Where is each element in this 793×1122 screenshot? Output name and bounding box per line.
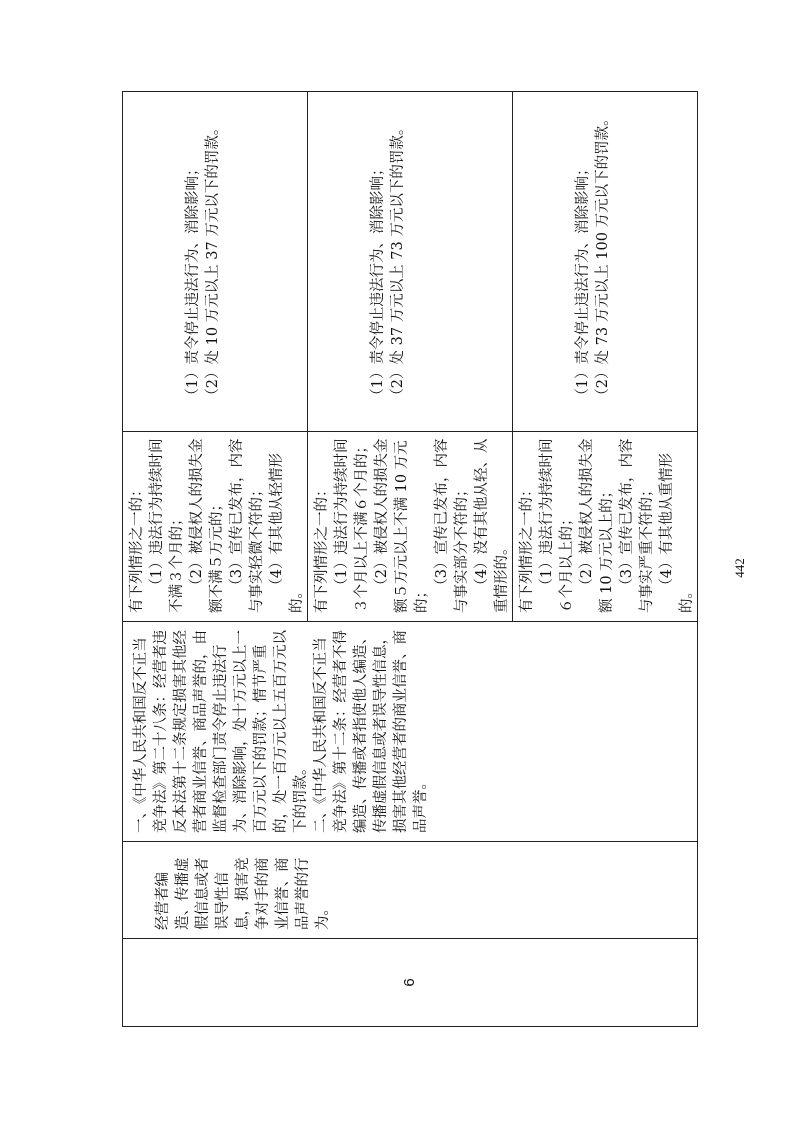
condition-line: （1）违法行为持续时间不满３个月的；	[149, 438, 185, 613]
tier-penalty-normal	[308, 92, 513, 432]
condition-line: 有下列情形之一的：	[129, 482, 145, 613]
tier-penalty-heavy	[513, 92, 698, 432]
condition-line: 有下列情形之一的：	[519, 482, 535, 613]
legal-basis-item: 二、《中华人民共和国反不正当竞争法》第十二条：经营者不得编造、传播或者指使他人编造、传播虚假信息或者误导性信息，损害其他经营者的商业信誉、商品声誉。	[313, 630, 429, 833]
legal-basis-item: 一、《中华人民共和国反不正当竞争法》第二十八条：经营者违反本法第十二条规定损害其他经营者商业信誉、商品声誉的，由监督检查部门责令停止违法行为、消除影响，处十万元以上一百万元以下的罚款；情节严重的，处一百万元以上五百万元以下的罚款。	[133, 630, 309, 833]
condition-line: （1）违法行为持续时间６个月以上的；	[539, 438, 575, 613]
penalty-line: （2）处 37 万元以上 73 万元以下的罚款。	[390, 120, 406, 403]
penalty-line: （2）处 73 万元以上 100 万元以下的罚款。	[595, 111, 611, 403]
condition-line: （4）有其他从轻情形的。	[269, 452, 305, 613]
condition-line: 有下列情形之一的：	[314, 482, 330, 613]
table-row	[123, 92, 308, 1027]
condition-line: （3）宣传已发布，内容与事实严重不符的；	[619, 438, 655, 613]
condition-line: （4）没有其他从轻、从重情形的。	[474, 438, 510, 613]
penalty-line: （1）责令停止违法行为、消除影响；	[575, 161, 591, 403]
page-number: 442	[732, 558, 747, 578]
condition-line: （3）宣传已发布，内容与事实轻微不符的；	[229, 438, 265, 613]
penalty-line: （1）责令停止违法行为、消除影响；	[370, 161, 386, 403]
tier-penalty-light	[123, 92, 308, 432]
condition-line: （2）被侵权人的损失金额不满５万元的；	[189, 438, 225, 613]
legal-basis	[123, 622, 698, 842]
tier-conditions-normal	[308, 432, 513, 622]
tier-conditions-heavy	[513, 432, 698, 622]
tier-conditions-light	[123, 432, 308, 622]
condition-line: （1）违法行为持续时间３个月以上不满６个月的；	[334, 438, 370, 613]
penalty-line: （1）责令停止违法行为、消除影响；	[185, 161, 201, 403]
condition-line: （4）有其他从重情形的。	[659, 452, 695, 613]
penalty-line: （2）处 10 万元以上 37 万元以下的罚款。	[205, 120, 221, 403]
violation-description: 经营者编造、传播虚假信息或者误导性信息，损害竞争对手的商业信誉、商品声誉的行为。	[123, 842, 698, 939]
condition-line: （3）宣传已发布，内容与事实部分不符的；	[434, 438, 470, 613]
rotated-table-wrapper	[122, 92, 695, 1027]
condition-line: （2）被侵权人的损失金额５万元以上不满 10 万元的；	[374, 438, 430, 613]
condition-line: （2）被侵权人的损失金额 10 万元以上的；	[579, 438, 615, 613]
row-number: 6	[123, 939, 698, 1027]
penalty-standard-table	[122, 91, 698, 1027]
